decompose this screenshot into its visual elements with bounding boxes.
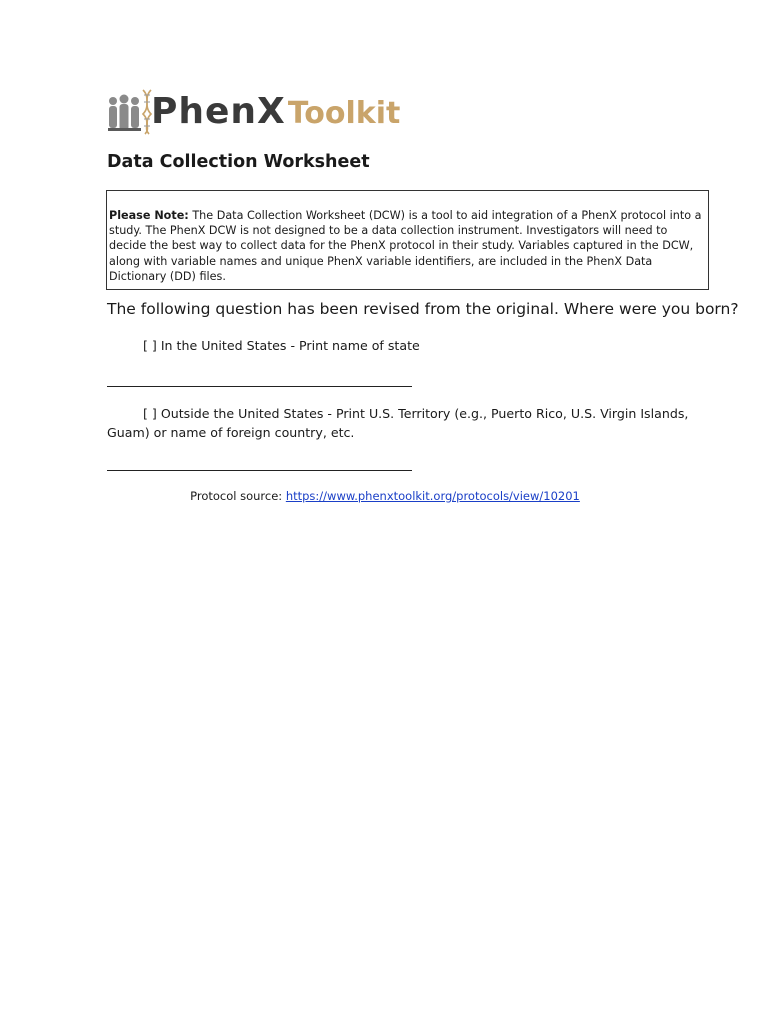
page-title: Data Collection Worksheet	[107, 152, 370, 172]
phenx-logo	[105, 88, 465, 136]
source-link[interactable]: https://www.phenxtoolkit.org/protocols/view/10201	[285, 489, 580, 503]
note-text: The Data Collection Worksheet (DCW) is a tool to aid integration of a PhenX protocol into a study. The PhenX DCW is not designed to be a data collection instrument. Investigators will need to decide the best way to collect data for the PhenX protocol in their study. Variables captured in the DCW, along with variable names and unique PhenX variable identifiers, are included in the PhenX Data Dictionary (DD) files.	[109, 209, 702, 283]
answer-line-country	[107, 470, 412, 471]
please-note-box	[106, 190, 709, 290]
source-label: Protocol source:	[190, 489, 283, 503]
option-outside-united-states: [ ] Outside the United States - Print U.S. Territory (e.g., Puerto Rico, U.S. Virgin Islands, Guam) or name of foreign country, etc.	[107, 406, 689, 440]
logo-brand: PhenX	[151, 91, 286, 132]
people-dna-icon	[105, 88, 155, 136]
note-label: Please Note:	[109, 209, 189, 222]
option-in-united-states: [ ] In the United States - Print name of state	[143, 338, 420, 353]
protocol-source	[0, 489, 770, 503]
question-text: The following question has been revised from the original. Where were you born?	[107, 300, 739, 318]
logo-subtitle: Toolkit	[287, 96, 401, 131]
answer-line-state	[107, 386, 412, 387]
